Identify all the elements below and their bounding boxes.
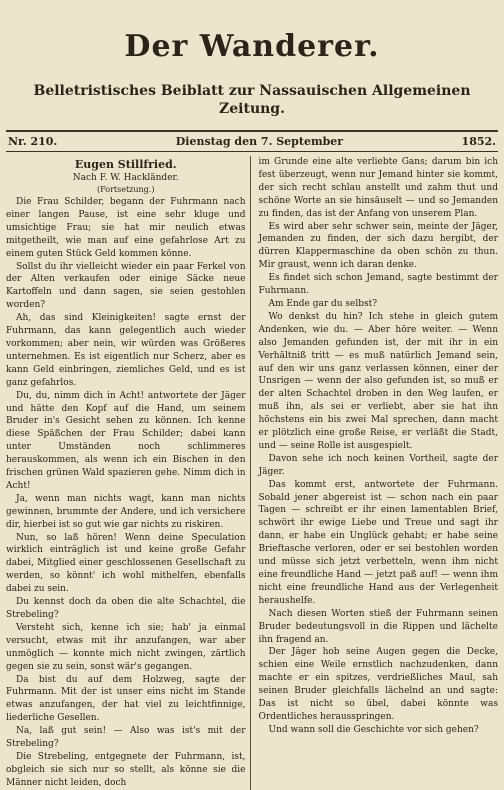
right-column [251, 156, 499, 790]
paragraph: Da bist du auf dem Holzweg, sagte der Fuhrmann. Mit der ist unser eins nicht im Stande etwas anzufangen, der hat viel zu leichtfinnige, liederliche Gesellen. [6, 674, 246, 724]
paragraph: Ah, das sind Kleinigkeiten! sagte ernst der Fuhrmann, das kann gelegentlich auch wieder vorkommen; aber nein, wir würden was Größeres unternehmen. Es ist eigentlich nur Scherz, aber es kann Geld einbringen, ziemliches Geld, und es ist ganz gefahrlos. [6, 313, 246, 388]
paragraph: Das kommt erst, antwortete der Fuhrmann. Sobald jener abgereist ist — schon nach ein paar Tagen — schreibt er ihr einen lamentablen Brief, schwört ihr ewige Liebe und Treue und sagt ihr dann, er habe ein Unglück gehabt; er habe seine Brieftasche verloren, oder er sei bestohlen worden und müsse sich jetzt verbetteln, wenn ihm nicht eine freundliche Hand — jetzt paß auf! — wenn ihm nicht eine freundliche Hand aus der Verlegenheit heraushelfe. [258, 479, 498, 606]
masthead [6, 0, 498, 118]
newspaper-subtitle: Belletristisches Beiblatt zur Nassauischen Allgemeinen Zeitung. [33, 83, 471, 117]
paragraph: Und wann soll die Geschichte vor sich gehen? [268, 724, 479, 735]
dateline [6, 132, 498, 151]
paragraph: Ja, wenn man nichts wagt, kann man nichts gewinnen, brummte der Andere, und ich versichere dir, hierbei ist so gut wie gar nichts zu riskiren. [6, 493, 246, 530]
paragraph: Die Frau Schilder, begann der Fuhrmann nach einer langen Pause, ist eine sehr kluge und umsichtige Frau; sie hat mir neulich etwas mitgetheilt, wie man auf eine gefahrlose Art zu einem guten Stück Geld kommen könne. [6, 197, 246, 259]
paragraph: Nach diesen Worten stieß der Fuhrmann seinen Bruder bedeutungsvoll in die Rippen und lächelte ihn fragend an. [258, 608, 498, 645]
story-author: Nach F. W. Hackländer. [72, 173, 179, 183]
story-note: (Fortsetzung.) [97, 185, 155, 194]
issue-number: Nr. 210. [8, 135, 58, 148]
issue-date: Dienstag den 7. September [175, 135, 344, 148]
paragraph: im Grunde eine alte verliebte Gans; darum bin ich fest überzeugt, wenn nur Jemand hinter sie kommt, der sich recht schlau anstellt und zahm thut und schöne Worte an sie hinsäuselt — und so Jemanden zu finden, das ist der Anfang von unserem Plan. [258, 157, 498, 219]
paragraph: Wo denkst du hin? Ich stehe in gleich gutem Andenken, wie du. — Aber höre weiter. — Wenn also Jemanden gefunden ist, der mit ihr in ein Verhältniß tritt — es muß natürlich Jemand sein, auf den wir uns ganz verlassen können, einer der Unsrigen — wenn der also gefunden ist, so muß er der alten Schachtel droben in den Weg laufen, er muß ihn, als sei er verliebt, aber sie hat ihn höchstens ein bis zwei Mal sprechen, dann macht er plötzlich eine große Reise, er verläßt die Stadt, und — seine Rolle ist ausgespielt. [258, 311, 498, 451]
left-column [6, 156, 251, 790]
text-columns [6, 156, 498, 790]
paragraph: Na, laß gut sein! — Also was ist's mit der Strebeling? [6, 726, 246, 750]
paragraph: Du, du, nimm dich in Acht! antwortete der Jäger und hätte den Kopf auf die Hand, um seinem Bruder in's Gesicht sehen zu können. Ich kenne diese Späßchen der Frau Schilder; dabei kann unter Umständen noch schlimmeres herauskommen, als wenn ich ein Bischen in den frischen grünen Wald spazieren gehe. Nimm dich in Acht! [6, 390, 246, 491]
story-title: Eugen Stillfried. [74, 158, 177, 171]
paragraph: Am Ende gar du selbst? [268, 298, 378, 309]
newspaper-title: Der Wanderer. [124, 29, 380, 64]
paragraph: Es wird aber sehr schwer sein, meinte der Jäger, Jemanden zu finden, der sich dazu hergibt, der dürren Klappermaschine da oben schön zu thun. Mir graust, wenn ich daran denke. [258, 221, 498, 271]
paragraph: Die Strebeling, entgegnete der Fuhrmann, ist, obgleich sie sich nur so stellt, als könne sie die Männer nicht leiden, doch [6, 751, 246, 788]
paragraph: Du kennst doch da oben die alte Schachtel, die Strebeling? [6, 597, 246, 620]
paragraph: Es findet sich schon Jemand, sagte bestimmt der Fuhrmann. [258, 273, 498, 297]
paragraph: Nun, so laß hören! Wenn deine Speculation wirklich einträglich ist und keine große Gefahr dabei, Mitglied einer geschlossenen Gesellschaft zu werden, so könnt' ich wohl mithelfen, ebenfalls dabei zu sein. [6, 532, 246, 595]
paragraph: Der Jäger hob seine Augen gegen die Decke, schien eine Weile ernstlich nachzudenken, dann machte er ein spitzes, verdrießliches Maul, sah seinen Bruder gleichfalls lächelnd an und sagte: Das ist nicht so übel, dabei könnte was Ordentliches herausspringen. [258, 647, 498, 722]
paragraph: Versteht sich, kenne ich sie; hab' ja einmal versucht, etwas mit ihr anzufangen, war aber unmöglich — konnte mich nicht zwingen, zärtlich gegen sie zu sein, sonst wär's gegangen. [6, 622, 246, 672]
paragraph: Sollst du ihr vielleicht wieder ein paar Ferkel von der Alten verkaufen oder einige Säcke neue Kartoffeln und dann sagen, sie seien gestohlen worden? [6, 261, 246, 311]
issue-year: 1852. [461, 135, 496, 148]
paragraph: Davon sehe ich noch keinen Vortheil, sagte der Jäger. [258, 453, 498, 477]
dateline-rule [6, 151, 498, 152]
